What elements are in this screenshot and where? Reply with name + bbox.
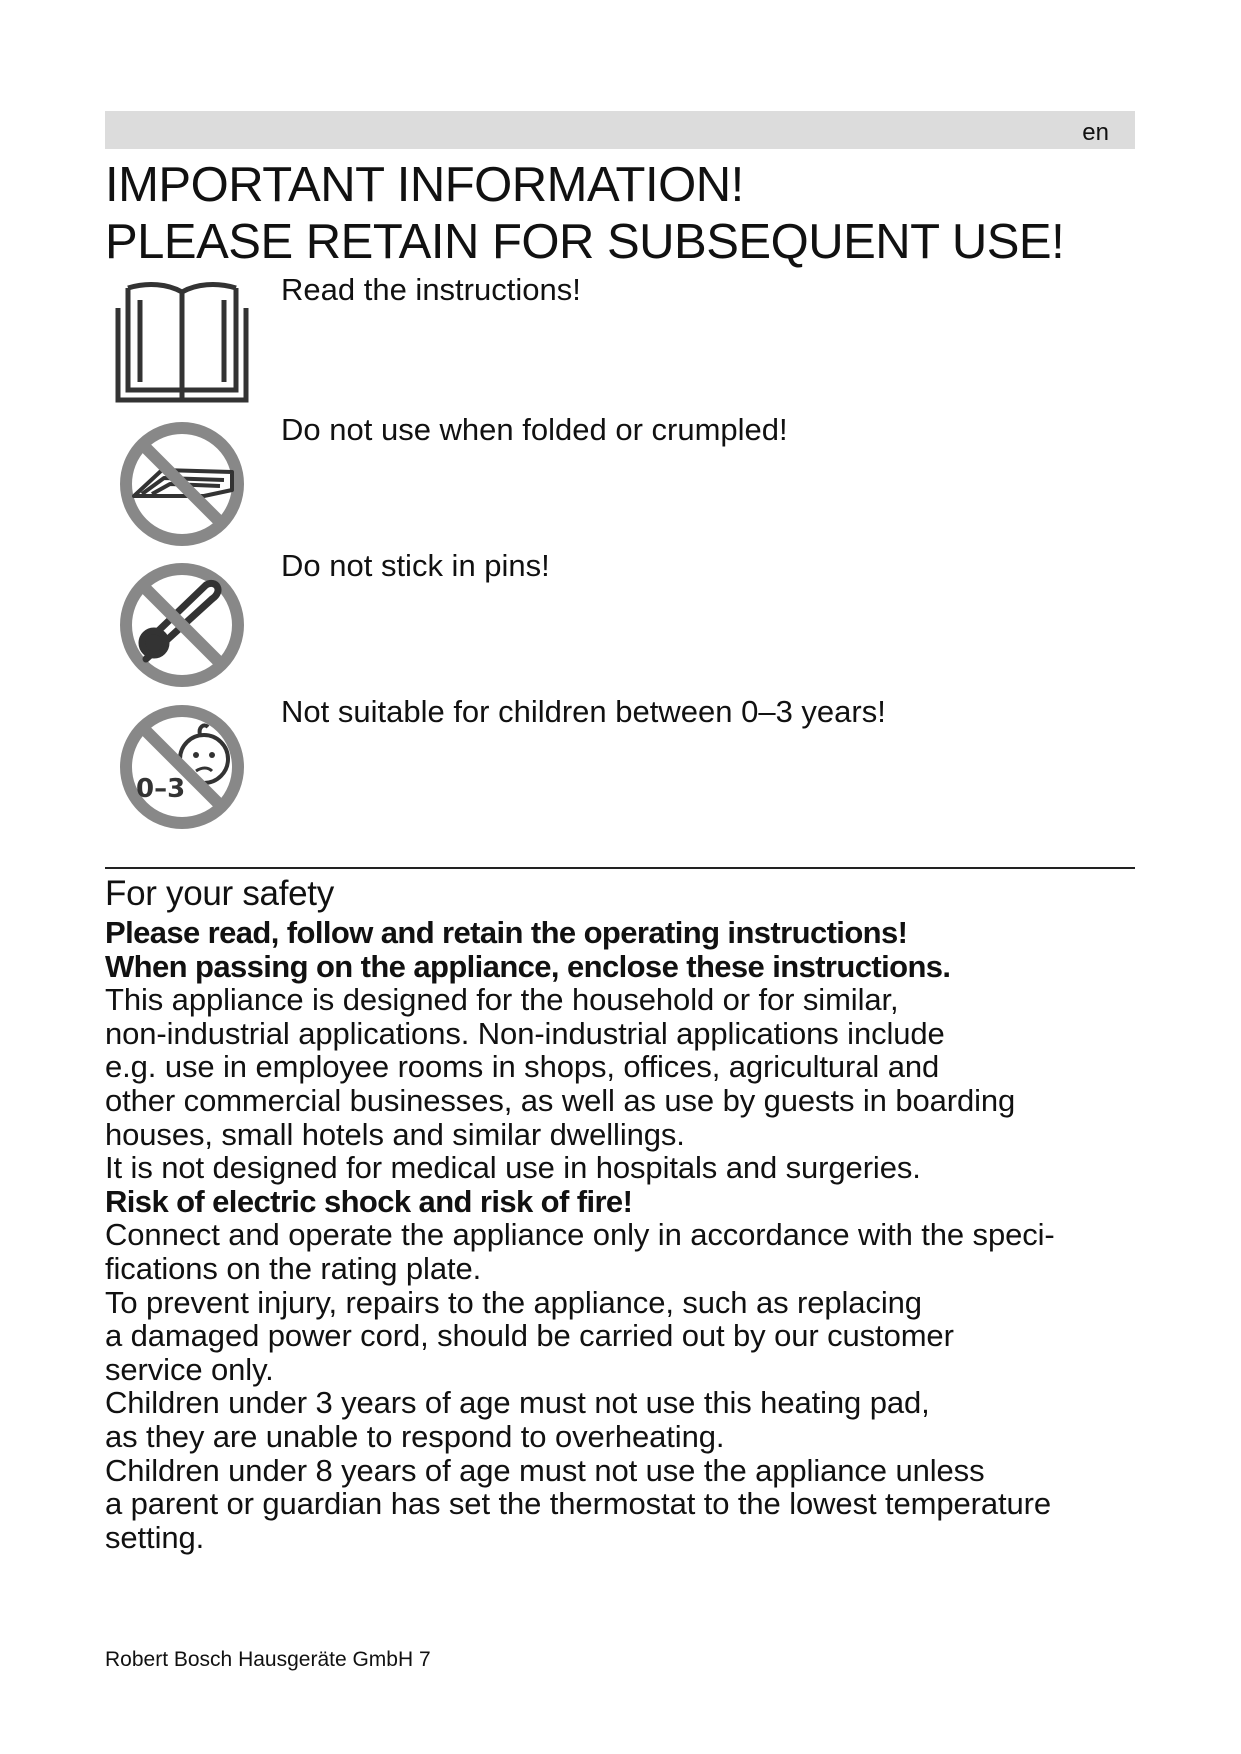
no-children-icon: [112, 697, 252, 837]
safety-line: Please read, follow and retain the operating instructions!: [105, 915, 908, 950]
no-pins-icon: [112, 555, 252, 695]
age-badge: 0–3: [136, 774, 186, 804]
open-book-icon: [112, 272, 252, 412]
page-subtitle: PLEASE RETAIN FOR SUBSEQUENT USE!: [105, 215, 1065, 269]
safety-line: fications on the rating plate.: [105, 1250, 482, 1286]
no-folding-icon: [112, 414, 252, 554]
page-title: IMPORTANT INFORMATION!: [105, 158, 744, 212]
safety-line: Risk of electric shock and risk of fire!: [105, 1183, 633, 1219]
safety-line: Children under 3 years of age must not use this heating pad,: [105, 1385, 930, 1421]
safety-line: e.g. use in employee rooms in shops, offices, agricultural and: [105, 1049, 940, 1085]
safety-line: Children under 8 years of age must not use the appliance unless: [105, 1452, 985, 1488]
section-divider: [105, 867, 1135, 869]
safety-line: a damaged power cord, should be carried out by our customer: [105, 1318, 954, 1354]
safety-line: a parent or guardian has set the thermostat to the lowest temperature: [105, 1486, 1052, 1522]
safety-heading: For your safety: [105, 874, 334, 913]
pictogram-label-folding: Do not use when folded or crumpled!: [281, 412, 788, 447]
safety-line: setting.: [105, 1519, 205, 1555]
safety-line: houses, small hotels and similar dwellings.: [105, 1116, 685, 1152]
language-code: en: [1082, 119, 1109, 146]
safety-line: When passing on the appliance, enclose these instructions.: [105, 948, 951, 984]
safety-line: To prevent injury, repairs to the appliance, such as replacing: [105, 1284, 922, 1320]
safety-line: other commercial businesses, as well as use by guests in boarding: [105, 1082, 1016, 1118]
safety-line: non-industrial applications. Non-industrial applications include: [105, 1015, 945, 1051]
page-footer: Robert Bosch Hausgeräte GmbH 7: [105, 1648, 431, 1671]
safety-text: [105, 916, 1145, 1554]
language-bar: [105, 111, 1135, 149]
pictogram-label-children: Not suitable for children between 0–3 years!: [281, 694, 886, 729]
safety-line: as they are unable to respond to overheating.: [105, 1418, 725, 1454]
safety-line: service only.: [105, 1351, 274, 1387]
safety-line: It is not designed for medical use in hospitals and surgeries.: [105, 1150, 921, 1186]
pictogram-label-read: Read the instructions!: [281, 272, 581, 307]
safety-line: This appliance is designed for the household or for similar,: [105, 982, 899, 1018]
pictogram-label-pins: Do not stick in pins!: [281, 548, 550, 583]
safety-line: Connect and operate the appliance only in accordance with the speci-: [105, 1217, 1055, 1253]
